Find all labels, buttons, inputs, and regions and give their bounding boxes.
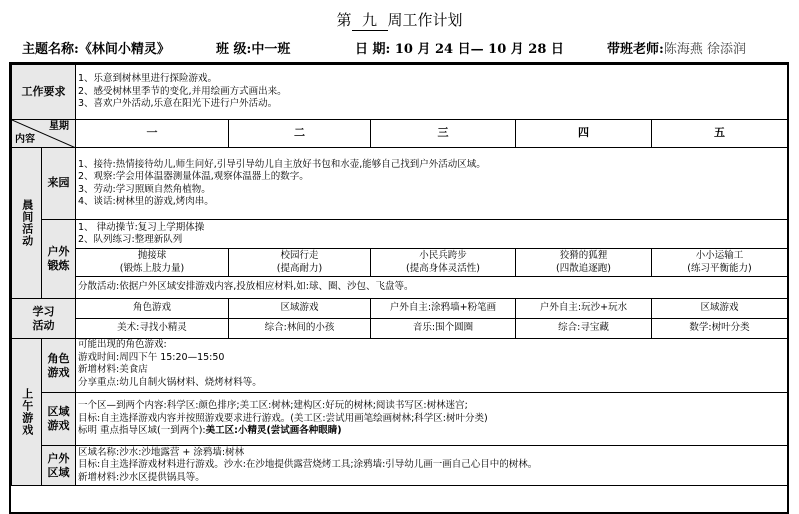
game-goal: (锻炼上肢力量) <box>119 262 185 274</box>
day-wednesday: 三 <box>371 120 516 148</box>
study-cell: 综合:寻宝藏 <box>516 319 652 339</box>
study-row-2 <box>12 319 788 339</box>
game-name: 小小运输工 <box>695 250 744 261</box>
game-name: 小民兵跨步 <box>419 250 467 261</box>
outdoor-exercise-label-cell <box>42 220 76 299</box>
game-goal: (提高身体灵活性) <box>406 262 480 274</box>
work-req-item: 2、感受树林里季节的变化,并用绘画方式画出来。 <box>78 85 287 97</box>
work-req-content <box>76 65 788 120</box>
outdoor-area-line: 区域名称:沙水:沙地露营 + 涂鸦墙:树林 <box>78 446 245 458</box>
day-friday: 五 <box>652 120 788 148</box>
title-suffix: 周工作计划 <box>387 11 463 29</box>
weekday-header-row <box>12 120 788 148</box>
plan-table-frame <box>9 62 789 514</box>
title-prefix: 第 <box>336 11 352 29</box>
outdoor-games-row <box>12 249 788 277</box>
study-cell: 区域游戏 <box>229 299 371 319</box>
teacher-label: 带班老师: <box>607 42 664 57</box>
arrival-row <box>12 148 788 220</box>
role-game-content <box>76 339 788 393</box>
morning-label: 晨间活动 <box>20 199 34 247</box>
study-cell: 角色游戏 <box>76 299 229 319</box>
day-tuesday: 二 <box>229 120 371 148</box>
role-game-row <box>12 339 788 393</box>
plan-table <box>11 64 788 486</box>
outdoor-area-content <box>76 446 788 486</box>
class-value: 中一班 <box>251 42 291 57</box>
area-focus-label: 标明 重点指导区域(一到两个): <box>78 425 206 437</box>
day-thursday: 四 <box>516 120 652 148</box>
date-value: 10 月 24 日— 10 月 28 日 <box>394 42 564 57</box>
study-row-1 <box>12 299 788 319</box>
teacher-names: 陈海燕 徐添润 <box>663 42 746 57</box>
study-cell: 综合:林间的小孩 <box>229 319 371 339</box>
date-label: 日 期: <box>355 42 391 57</box>
study-cell: 美术:寻找小精灵 <box>76 319 229 339</box>
work-req-row <box>12 65 788 120</box>
date-meta <box>355 38 564 57</box>
class-label: 班 级: <box>216 42 252 57</box>
study-cell: 数学:树叶分类 <box>652 319 788 339</box>
outdoor-exercise-row <box>12 220 788 249</box>
game-name: 抛接球 <box>137 250 167 261</box>
theme-value: 《林间小精灵》 <box>78 42 170 57</box>
outdoor-exercise-label: 户外锻炼 <box>47 245 70 272</box>
am-games-label: 上午游戏 <box>20 388 34 436</box>
week-number: 九 <box>352 9 388 31</box>
role-game-line: 分享重点:幼儿自制火锅材料、烧烤材料等。 <box>78 376 262 388</box>
study-cell: 区域游戏 <box>652 299 788 319</box>
study-label: 学习活动 <box>32 304 55 332</box>
game-goal: (练习平衡能力) <box>687 262 752 274</box>
role-game-label-cell <box>42 339 76 393</box>
study-cell: 音乐:围个圆圈 <box>371 319 516 339</box>
teacher-meta <box>607 38 746 57</box>
work-req-item: 3、喜欢户外活动,乐意在阳光下进行户外活动。 <box>78 98 278 110</box>
outdoor-area-row <box>12 446 788 486</box>
page-title <box>0 9 799 31</box>
class-meta <box>216 38 290 57</box>
game-goal: (提高耐力) <box>276 262 323 274</box>
work-req-item: 1、乐意到树林里进行探险游戏。 <box>78 73 218 85</box>
outdoor-area-label-cell <box>42 446 76 486</box>
outdoor-exercise-item: 1、 律动操节:复习上学期体操 <box>78 221 205 233</box>
arrival-item: 1、接待:热情接待幼儿,师生问好,引导引导幼儿自主放好书包和水壶,能够自己找到户外活动区域。 <box>78 158 486 170</box>
area-game-label: 区域游戏 <box>47 405 70 432</box>
theme-label: 主题名称: <box>22 42 79 57</box>
area-game-line: 目标:自主选择游戏内容并按照游戏要求进行游戏。(美工区:尝试用画笔绘画树林;科学区:树叶分类) <box>78 412 488 424</box>
study-label-cell <box>12 299 76 339</box>
outdoor-area-label: 户外区域 <box>47 451 70 479</box>
week-label: 星期 <box>49 121 69 132</box>
morning-label-cell <box>12 148 42 299</box>
outdoor-area-line: 目标:自主选择游戏材料进行游戏。沙水:在沙地提供露营烧烤工具;涂鸦墙:引导幼儿画一画自己心目中的树林。 <box>78 459 538 471</box>
area-game-label-cell <box>42 393 76 446</box>
game-cell <box>516 249 652 277</box>
outdoor-exercise-items <box>76 220 788 249</box>
scatter-activity: 分散活动:依据户外区域安排游戏内容,投放相应材料,如:球、圈、沙包、飞盘等。 <box>76 277 788 299</box>
role-game-label: 角色游戏 <box>47 351 70 379</box>
area-game-content <box>76 393 788 446</box>
game-goal: (四散追逐跑) <box>556 262 611 274</box>
arrival-item: 4、谈话:树林里的游戏,烤肉串。 <box>78 196 214 207</box>
game-name: 狡猾的狐狸 <box>559 250 608 261</box>
content-label: 内容 <box>15 133 35 145</box>
arrival-item: 3、劳动:学习照顾自然角植物。 <box>78 183 211 195</box>
game-cell <box>229 249 371 277</box>
work-req-label: 工作要求 <box>12 65 76 120</box>
area-focus-line <box>78 425 785 438</box>
scatter-activity-row <box>12 277 788 299</box>
role-game-line: 新增材料:美食店 <box>78 364 148 375</box>
study-cell: 户外自主:涂鸦墙+粉笔画 <box>371 299 516 319</box>
theme-meta <box>22 38 170 57</box>
game-cell <box>371 249 516 277</box>
arrival-content <box>76 148 788 220</box>
game-name: 校园行走 <box>280 250 319 261</box>
outdoor-exercise-item: 2、队列练习:整理新队列 <box>78 234 183 245</box>
am-games-label-cell <box>12 339 42 486</box>
header-diagonal-cell <box>12 120 76 148</box>
study-cell: 户外自主:玩沙+玩水 <box>516 299 652 319</box>
arrival-label: 来园 <box>42 148 76 220</box>
area-game-row <box>12 393 788 446</box>
area-focus-value: 美工区:小精灵(尝试画各种眼睛) <box>205 425 342 437</box>
game-cell <box>652 249 788 277</box>
day-monday: 一 <box>76 120 229 148</box>
area-game-line: 一个区—到两个内容:科学区:颜色排序;美工区:树林;建构区:好玩的树林;阅读书写区:树林迷宫; <box>78 400 468 412</box>
arrival-item: 2、观察:学会用体温器测量体温,观察体温器上的数字。 <box>78 171 309 182</box>
role-game-line: 游戏时间:周四下午 15:20—15:50 <box>78 351 225 363</box>
game-cell <box>76 249 229 277</box>
role-game-line: 可能出现的角色游戏: <box>78 339 167 350</box>
outdoor-area-line: 新增材料:沙水区提供锅具等。 <box>78 471 205 483</box>
